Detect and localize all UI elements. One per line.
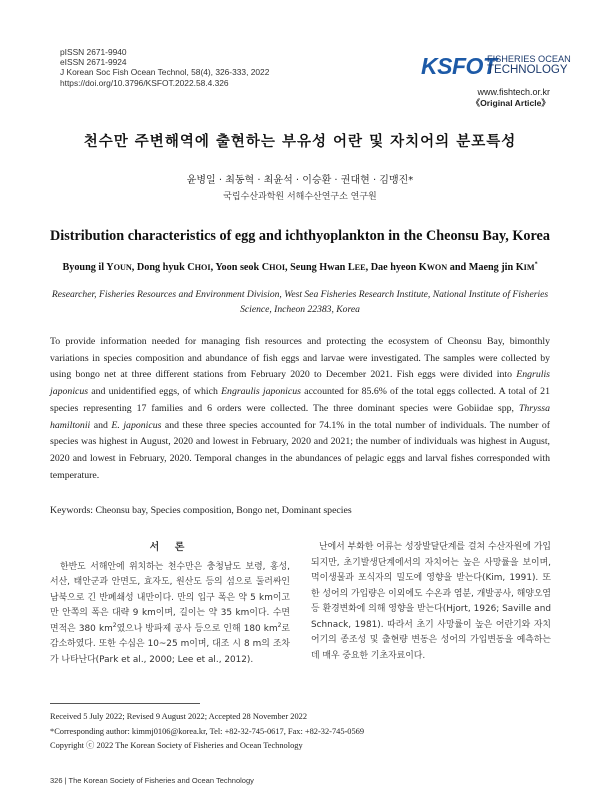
corresponding-author: *Corresponding author: kimmj0106@korea.kr, Tel: +82-32-745-0617, Fax: +82-32-745-0569 — [50, 726, 365, 736]
logo-text — [487, 54, 571, 75]
pissn: pISSN 2671-9940 — [60, 47, 127, 57]
logo-mark: KSFOT — [421, 53, 497, 79]
logo-line1: FISHERIES OCEAN — [487, 54, 571, 64]
author-2: Dong hyuk CHOI — [136, 262, 211, 273]
affiliation-korean: 국립수산과학원 서해수산연구소 연구원 — [223, 192, 377, 202]
website-link[interactable]: www.fishtech.or.kr — [477, 87, 550, 97]
species-name: Thryssa hamiltonii — [50, 402, 550, 431]
journal-metadata — [60, 47, 269, 88]
title-english: Distribution characteristics of egg and ichthyoplankton in the Cheonsu Bay, Korea — [50, 228, 550, 244]
section-heading: 서 론 — [149, 542, 191, 553]
affiliation-english: Researcher, Fisheries Resources and Environment Division, West Sea Fisheries Research Institute, National Institute of Fisheries Science, Incheon 22383, Korea — [51, 289, 549, 315]
keywords: Keywords: Cheonsu bay, Species composition, Bongo net, Dominant species — [50, 505, 352, 516]
species-name: E. japonicus — [111, 419, 162, 431]
title-korean: 천수만 주변해역에 출현하는 부유성 어란 및 자치어의 분포특성 — [83, 134, 517, 150]
journal-logo — [421, 48, 571, 88]
page-footer: 326 | The Korean Society of Fisheries and Ocean Technology — [50, 776, 254, 785]
author-1: Byoung il YOUN — [62, 262, 132, 273]
dates: Received 5 July 2022; Revised 9 August 2022; Accepted 28 November 2022 — [50, 712, 308, 721]
article-type: 《Original Article》 — [471, 98, 550, 108]
footnotes — [50, 710, 550, 754]
authors-english: Byoung il YOUN, Dong hyuk CHOI, Yoon seok CHOI, Seung Hwan LEE, Dae hyeon KWON and Maeng jin KIM* — [62, 261, 538, 273]
intro-paragraph-2: 난에서 부화한 어류는 성장발달단계를 걸쳐 수산자원에 가입되지만, 초기발생단계에서의 자치어는 높은 사망률을 보이며, 먹이생물과 포식자의 밀도에 영향을 받는다(Kim, 1991). 또한 성어의 가입량은 이외에도 수온과 염분, 개발공사, 해양오염 등 환경변화에 의해 영향을 받는다(Hjort, 1926; Saville and Schnack, 1981). 따라서 초기 사망률이 높은 어란기와 자치어기의 종조성 및 출현량 변동은 성어의 가입변동을 예측하는데 매우 중요한 기초자료이다. — [311, 542, 551, 661]
authors-korean: 윤병일 · 최동혁 · 최윤석 · 이승환 · 권대현 · 김맹진* — [186, 175, 414, 186]
copyright: Copyright ⓒ 2022 The Korean Society of Fisheries and Ocean Technology — [50, 741, 303, 751]
intro-right-column — [311, 540, 551, 664]
author-4: Seung Hwan LEE — [290, 262, 366, 273]
intro-left-column — [50, 540, 290, 668]
footnote-divider — [50, 703, 200, 704]
eissn: eISSN 2671-9924 — [60, 57, 127, 68]
logo-line2: TECHNOLOGY — [487, 63, 568, 76]
intro-paragraph: 한반도 서해안에 위치하는 천수만은 충청남도 보령, 홍성, 서산, 태안군과 안면도, 효자도, 원산도 등의 섬으로 둘러싸인 남북으로 긴 반폐쇄성 내만이다. 만의 입구 폭은 약 5 km이고 만 안쪽의 폭은 대략 9 km이며, 길이는 약 35 km이다. 수면 면적은 380 $km^2$였으나 방파제 공사 등으로 인해 180 $km^2$로 감소하였다. 또한 수심은 10~25 m이며, 대조 시 8 m의 조차가 나타난다(Park et al., 2000; Lee et al., 2012). — [50, 561, 290, 665]
corresponding-mark: * — [534, 261, 538, 268]
author-5: Dae hyeon KWON — [370, 262, 448, 273]
citation: J Korean Soc Fish Ocean Technol, 58(4), 326-333, 2022 — [60, 67, 270, 78]
journal-site — [472, 87, 550, 109]
species-name: Engraulis japonicus — [221, 386, 301, 398]
abstract: To provide information needed for managing fish resources and protecting the ecosystem of Cheonsu Bay, bimonthly variations in species composition and abundance of fish eggs and larvae were investigated. The samples were collected by using bongo net at three different stations from February 2020 to December 2021. Fish eggs were divided into Engrulis japonicus and unidentified eggs, of which Engraulis japonicus accounted for 85.6% of the total eggs collected. A total of 21 species representing 17 families and 6 orders were collected. The three dominant species were Gobiidae spp, Thryssa hamiltonii and E. japonicus and these three species accounted for 74.1% in the total number of individuals. The number of species was highest in August, 2020 and lowest in February, 2020 and 2021; the number of individuals was highest in August, 2020 and lowest in February, 2020. Temporal changes in the abundances of pelagic eggs and larval fishes corresponded with temperature. — [50, 336, 551, 481]
author-6: Maeng jin KIM* — [468, 261, 538, 273]
species-name: Engrulis japonicus — [50, 369, 550, 398]
doi-link[interactable]: https://doi.org/10.3796/KSFOT.2022.58.4.326 — [60, 77, 229, 88]
author-3: Yoon seok CHOI — [215, 262, 286, 273]
